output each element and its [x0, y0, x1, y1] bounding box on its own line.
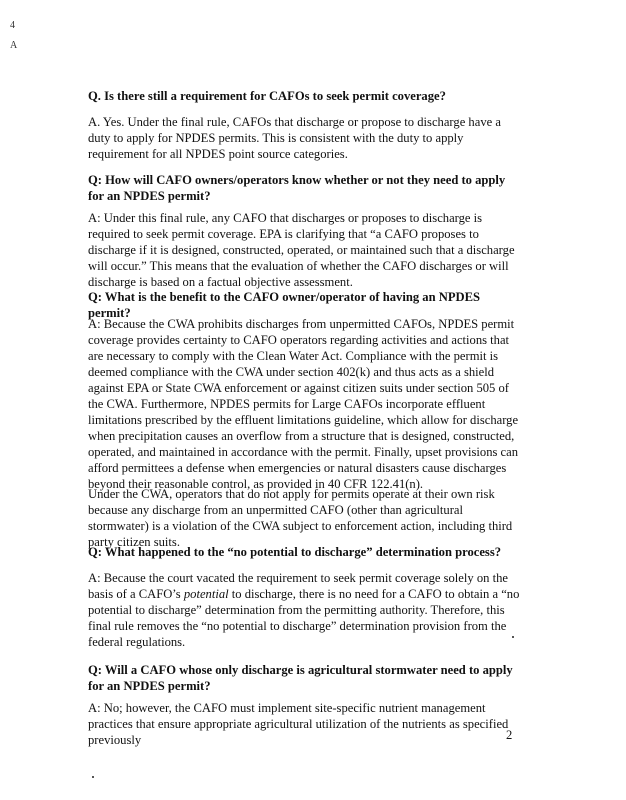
answer-4-text: to discharge, there is no need for a CAFO to obtain a “no potential to discharge” determination from the permitting authority. Therefore, this final rule removes the “no potential to discharge” determination provision from the federal regulations. [88, 587, 520, 649]
question-5: Q: Will a CAFO whose only discharge is agricultural stormwater need to apply for an NPDES permit? [88, 663, 513, 693]
answer-2: A: Under this final rule, any CAFO that discharges or proposes to discharge is required to seek permit coverage. EPA is clarifying that “a CAFO proposes to discharge if it is designed, constructed, operated, or maintained such that a discharge will occur.” This means that the evaluation of whether the CAFO discharges or will discharge is based on a factual objective assessment. [88, 211, 515, 289]
answer-1: A. Yes. Under the final rule, CAFOs that discharge or propose to discharge have a duty to apply for NPDES permits. This is consistent with the duty to apply requirement for all NPDES point source categories. [88, 115, 501, 161]
page-number: 2 [506, 728, 513, 742]
answer-4-text: A: Because the court vacated the requirement to seek permit coverage solely on the basis of a CAFO’s [88, 571, 508, 601]
answer-3: A: Because the CWA prohibits discharges from unpermitted CAFOs, NPDES permit coverage provides certainty to CAFO operators regarding activities and actions that are necessary to comply with the Clean Water Act. Compliance with the permit is deemed compliance with the CWA under section 402(k) and thus acts as a shield against EPA or State CWA enforcement or against citizen suits under section 505 of the CWA. Furthermore, NPDES permits for Large CAFOs incorporate effluent limitations prescribed by the effluent limitations guideline, which allow for discharge when precipitation causes an overflow from a structure that is designed, constructed, operated, and maintained in accordance with the permit. Finally, upset provisions can afford permittees a defense when emergencies or natural disasters cause discharges beyond their reasonable control, as provided in 40 CFR 122.41(n). [88, 317, 519, 491]
question-3: Q: What is the benefit to the CAFO owner/operator of having an NPDES permit? [88, 290, 481, 320]
scan-speck [512, 636, 514, 638]
question-1: Q. Is there still a requirement for CAFOs to seek permit coverage? [88, 89, 446, 103]
scan-speck [92, 776, 94, 778]
margin-mark: A [10, 40, 18, 51]
answer-4 [88, 570, 522, 650]
question-2: Q: How will CAFO owners/operators know whether or not they need to apply for an NPDES permit? [88, 173, 506, 203]
answer-4-emphasis: potential [183, 587, 229, 601]
answer-3-paragraph-2: Under the CWA, operators that do not apply for permits operate at their own risk because any discharge from an unpermitted CAFO (other than agricultural stormwater) is a violation of the CWA subject to enforcement action, including third party citizen suits. [88, 487, 513, 549]
question-4: Q: What happened to the “no potential to discharge” determination process? [88, 545, 502, 559]
margin-mark: 4 [10, 20, 15, 31]
answer-5: A: No; however, the CAFO must implement site-specific nutrient management practices that ensure appropriate agricultural utilization of the nutrients as specified previously [88, 701, 509, 747]
